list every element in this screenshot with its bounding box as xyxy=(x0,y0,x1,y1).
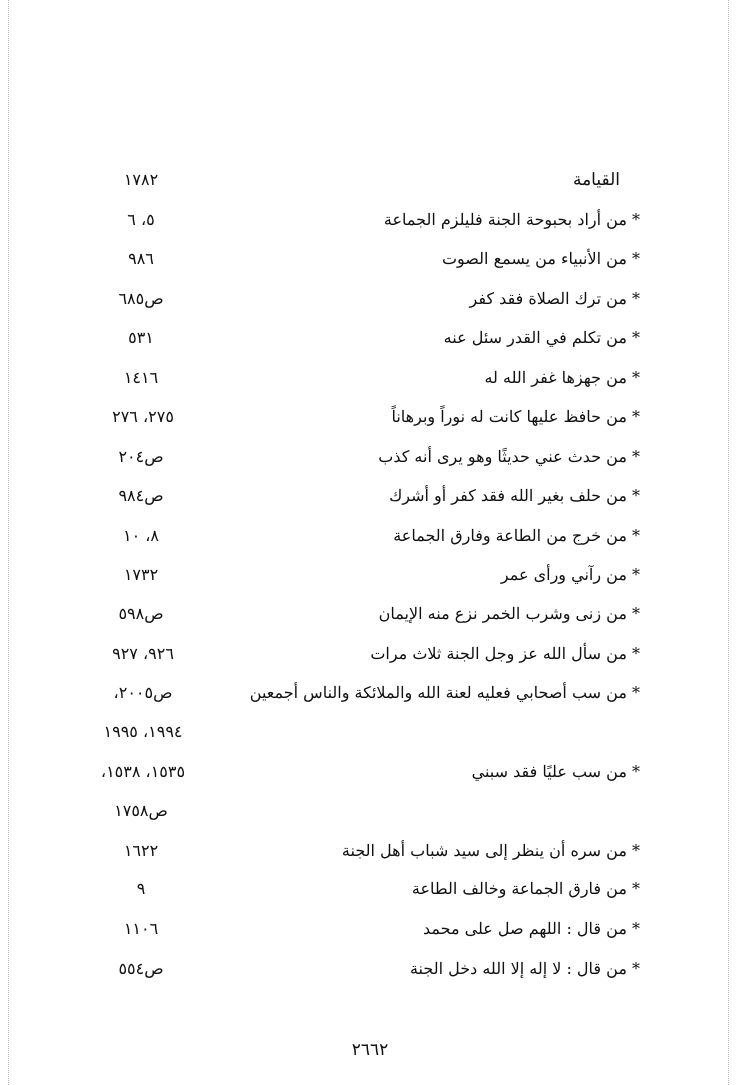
index-entry xyxy=(80,204,640,236)
index-entry xyxy=(80,520,640,552)
entry-reference: ص٦٨٥ xyxy=(118,289,164,308)
entry-reference: ٩ xyxy=(136,879,146,898)
entry-reference: ص٩٨٤ xyxy=(118,486,164,505)
index-entry-continuation xyxy=(80,716,640,748)
entry-text: * من فارق الجماعة وخالف الطاعة xyxy=(411,879,640,898)
entry-reference: ص٥٥٤ xyxy=(118,959,164,978)
entry-text: * من سره أن ينظر إلى سيد شباب أهل الجنة xyxy=(341,841,640,860)
index-entry xyxy=(80,322,640,354)
right-dotted-margin xyxy=(728,0,729,1085)
index-entry xyxy=(80,873,640,905)
index-entry xyxy=(80,835,640,867)
entry-reference: ١٧٨٢ xyxy=(123,170,159,189)
entry-text: * من أراد بحبوحة الجنة فليلزم الجماعة xyxy=(383,210,640,229)
index-entry xyxy=(80,243,640,275)
entry-text: * من زنى وشرب الخمر نزع منه الإيمان xyxy=(378,604,640,623)
entry-reference: ص٥٩٨ xyxy=(118,604,164,623)
index-entry xyxy=(80,598,640,630)
index-entry xyxy=(80,164,640,196)
entry-text: * من قال : لا إله إلا الله دخل الجنة xyxy=(409,959,640,978)
entry-reference: ص٢٠٤ xyxy=(118,447,164,466)
entry-text: * من رآني ورأى عمر xyxy=(500,565,640,584)
index-entry xyxy=(80,913,640,945)
index-entry xyxy=(80,756,640,788)
entry-text: * من سب عليًا فقد سبني xyxy=(471,762,640,781)
index-entry xyxy=(80,441,640,473)
index-entry xyxy=(80,677,640,709)
entry-text: * من تكلم في القدر سئل عنه xyxy=(443,328,640,347)
entry-reference: ص١٧٥٨ xyxy=(114,801,168,820)
entry-reference: ١٩٩٤، ١٩٩٥ xyxy=(103,722,183,741)
entry-reference: ص٢٠٠٥، xyxy=(113,683,173,702)
index-entry xyxy=(80,638,640,670)
index-entry xyxy=(80,559,640,591)
entry-reference: ١١٠٦ xyxy=(123,919,159,938)
entry-text: * من جهزها غفر الله له xyxy=(484,368,640,387)
entry-reference: ٨، ١٠ xyxy=(122,526,160,545)
entry-reference: ٩٢٦، ٩٢٧ xyxy=(112,644,174,663)
entry-text: القيامة xyxy=(572,170,620,190)
entry-reference: ٥، ٦ xyxy=(127,210,155,229)
entry-reference: ٩٨٦ xyxy=(128,249,154,268)
entry-text: * من حافظ عليها كانت له نوراً وبرهاناً xyxy=(391,407,640,426)
entry-text: * من ترك الصلاة فقد كفر xyxy=(469,289,640,308)
left-dotted-margin xyxy=(8,0,9,1085)
entry-text: * من الأنبياء من يسمع الصوت xyxy=(441,249,640,268)
index-entry xyxy=(80,953,640,985)
entry-reference: ٥٣١ xyxy=(128,328,154,347)
index-entry-continuation xyxy=(80,795,640,827)
entry-reference: ١٤١٦ xyxy=(123,368,159,387)
entry-text: * من خرج من الطاعة وفارق الجماعة xyxy=(393,526,640,545)
index-entry xyxy=(80,362,640,394)
entry-text: * من قال : اللهم صل على محمد xyxy=(423,919,640,938)
entry-text: * من سب أصحابي فعليه لعنة الله والملائكة والناس أجمعين xyxy=(249,683,640,702)
entry-reference: ١٥٣٥، ١٥٣٨، xyxy=(100,762,186,781)
entry-text: * من سأل الله عز وجل الجنة ثلاث مرات xyxy=(370,644,640,663)
entry-reference: ١٧٣٢ xyxy=(123,565,159,584)
index-entry xyxy=(80,480,640,512)
entry-reference: ١٦٢٢ xyxy=(123,841,159,860)
index-entry xyxy=(80,401,640,433)
entry-reference: ٢٧٥، ٢٧٦ xyxy=(112,407,174,426)
entry-text: * من حلف بغير الله فقد كفر أو أشرك xyxy=(389,486,640,505)
entry-text: * من حدث عني حديثًا وهو يرى أنه كذب xyxy=(378,447,640,466)
page-number: ٢٦٦٢ xyxy=(351,1040,389,1060)
index-entry xyxy=(80,283,640,315)
